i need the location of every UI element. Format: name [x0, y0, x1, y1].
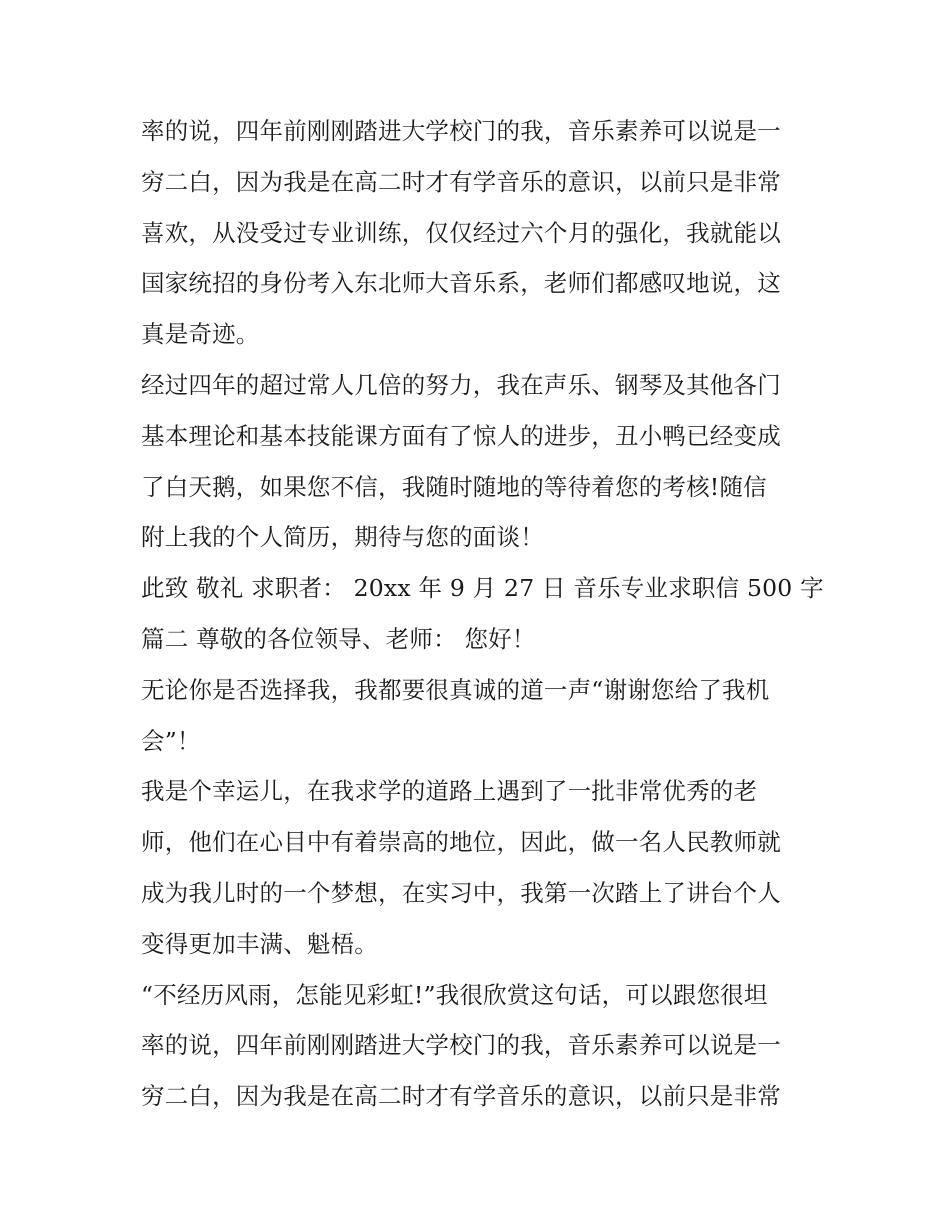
text-line: 真是奇迹。 — [141, 320, 260, 349]
text-line: “不经历风雨，怎能见彩虹!”我很欣赏这句话，可以跟您很坦 — [141, 980, 768, 1009]
text-line: 变得更加丰满、魁梧。 — [141, 929, 378, 958]
text-line: 会”！ — [141, 726, 201, 755]
text-line: 无论你是否选择我，我都要很真诚的道一声“谢谢您给了我机 — [141, 675, 770, 704]
text-line: 了白天鹅，如果您不信，我随时随地的等待着您的考核!随信 — [141, 472, 767, 501]
text-line: 此致 敬礼 求职者： 20xx 年 9 月 27 日 音乐专业求职信 500 字 — [141, 574, 824, 603]
text-line: 我是个幸运儿，在我求学的道路上遇到了一批非常优秀的老 — [141, 777, 758, 806]
text-line: 率的说，四年前刚刚踏进大学校门的我，音乐素养可以说是一 — [141, 117, 781, 145]
text-line: 喜欢，从没受过专业训练，仅仅经过六个月的强化，我就能以 — [141, 218, 781, 247]
text-line: 穷二白，因为我是在高二时才有学音乐的意识，以前只是非常 — [141, 167, 781, 196]
text-line: 附上我的个人简历，期待与您的面谈！ — [141, 523, 544, 552]
text-line: 国家统招的身份考入东北师大音乐系，老师们都感叹地说，这 — [141, 269, 781, 298]
text-line: 率的说，四年前刚刚踏进大学校门的我，音乐素养可以说是一 — [141, 1031, 781, 1060]
text-line: 穷二白，因为我是在高二时才有学音乐的意识，以前只是非常 — [141, 1082, 781, 1111]
text-line: 师，他们在心目中有着崇高的地位，因此，做一名人民教师就 — [141, 828, 781, 857]
text-line: 基本理论和基本技能课方面有了惊人的进步，丑小鸭已经变成 — [141, 421, 781, 450]
text-line: 篇二 尊敬的各位领导、老师： 您好！ — [141, 624, 536, 653]
text-line: 经过四年的超过常人几倍的努力，我在声乐、钢琴及其他各门 — [141, 370, 781, 399]
text-line: 成为我儿时的一个梦想，在实习中，我第一次踏上了讲台个人 — [141, 878, 781, 907]
body-text — [141, 106, 824, 1122]
